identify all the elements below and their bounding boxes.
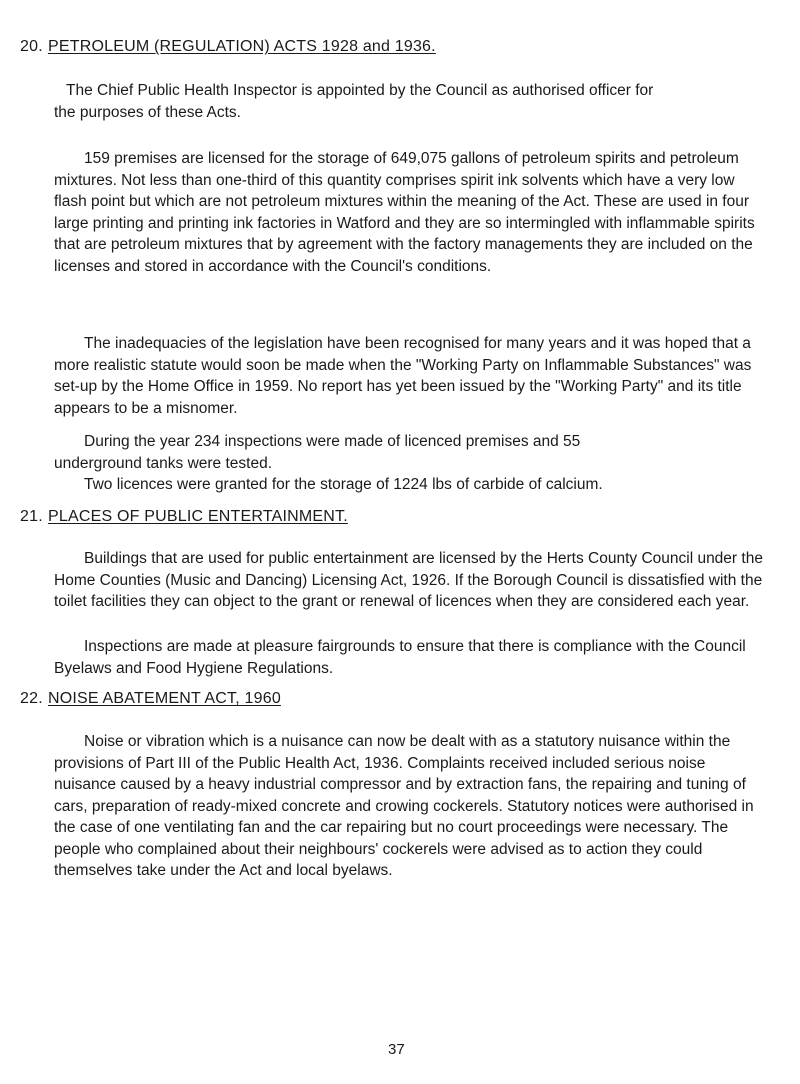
section-title: PETROLEUM (REGULATION) ACTS 1928 and 1936. [48, 38, 436, 55]
page-number: 37 [388, 1041, 405, 1058]
paragraph: Noise or vibration which is a nuisance can now be dealt with as a statutory nuisance within the provisions of Part III of the Public Health Act, 1936. Complaints received included serious noise nuisance caused by a heavy industrial compressor and by extraction fans, the repairing and tuning of cars, preparation of ready-mixed concrete and crowing cockerels. Statutory notices were authorised in the case of one ventilating fan and the car repairing but no court proceedings were necessary. The people who complained about their neighbours' cockerels were advised as to action they could themselves take under the Act and local byelaws. [54, 733, 754, 879]
paragraph: Inspections are made at pleasure fairgrounds to ensure that there is compliance with the Council Byelaws and Food Hygiene Regulations. [54, 638, 746, 677]
paragraph: Two licences were granted for the storage of 1224 lbs of carbide of calcium. [84, 476, 603, 493]
paragraph: During the year 234 inspections were made of licenced premises and 55 underground tanks were tested. [54, 433, 581, 472]
section-title: NOISE ABATEMENT ACT, 1960 [48, 690, 281, 707]
section-title: PLACES OF PUBLIC ENTERTAINMENT. [48, 508, 348, 525]
section-heading [20, 690, 281, 708]
section-number: 21. [20, 508, 43, 525]
section-number: 22. [20, 690, 43, 707]
paragraph: The Chief Public Health Inspector is appointed by the Council as authorised officer for the purposes of these Acts. [54, 82, 654, 121]
paragraph: Buildings that are used for public entertainment are licensed by the Herts County Council under the Home Counties (Music and Dancing) Licensing Act, 1926. If the Borough Council is dissatisfied with the toilet facilities they can object to the grant or renewal of licences when they are considered each year. [54, 550, 763, 610]
section-heading [20, 508, 348, 526]
paragraph: 159 premises are licensed for the storage of 649,075 gallons of petroleum spirits and petroleum mixtures. Not less than one-third of this quantity comprises spirit ink solvents which have a very low flash point but which are not petroleum mixtures within the meaning of the Act. These are used in four large printing and printing ink factories in Watford and they are so intermingled with inflammable spirits that are petroleum mixtures that by agreement with the factory managements they are included on the licenses and stored in accordance with the Council's conditions. [54, 150, 755, 275]
paragraph: The inadequacies of the legislation have been recognised for many years and it was hoped that a more realistic statute would soon be made when the "Working Party on Inflammable Substances" was set-up by the Home Office in 1959. No report has yet been issued by the "Working Party" and its title appears to be a misnomer. [54, 335, 752, 417]
section-heading [20, 38, 436, 56]
section-number: 20. [20, 38, 43, 55]
